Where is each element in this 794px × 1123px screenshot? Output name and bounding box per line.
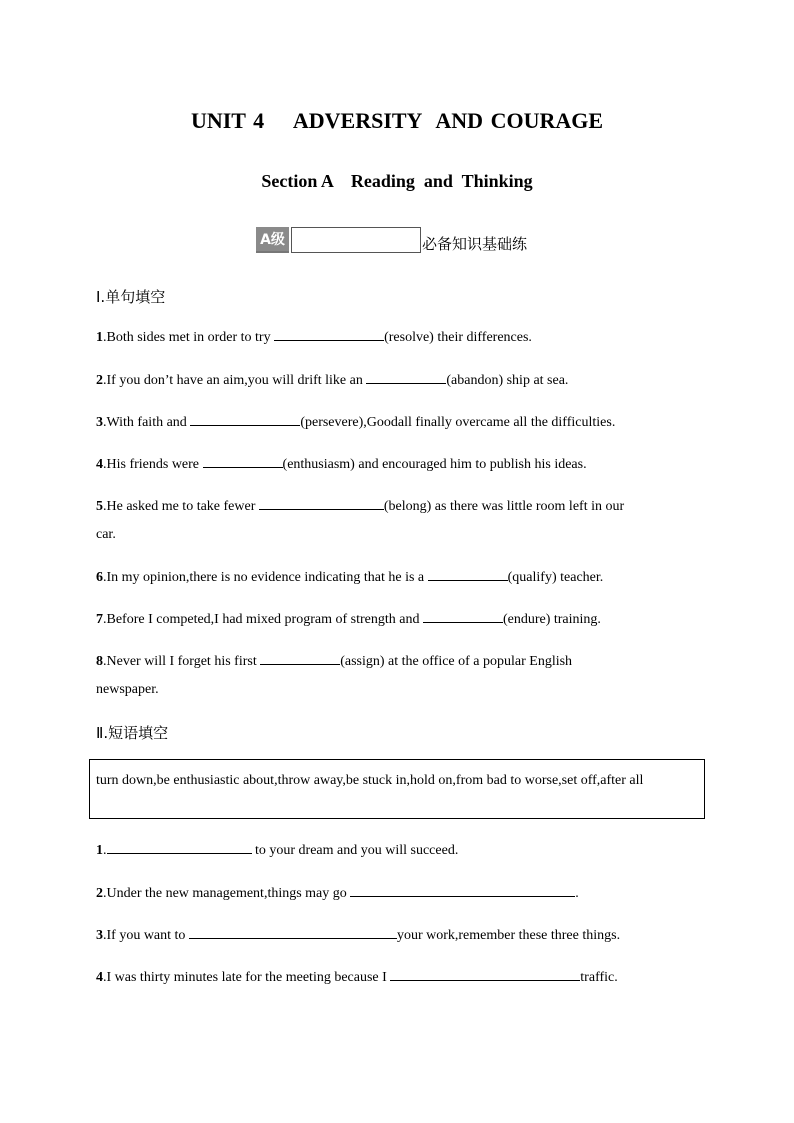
item-text: (belong) as there was little room left in our (383, 499, 625, 514)
item-text: (resolve) their differences. (384, 330, 532, 345)
item-text: .He asked me to take fewer (103, 499, 259, 514)
phrase-bank: turn down,be enthusiastic about,throw away,be stuck in,hold on,from bad to worse,set off,after all (89, 759, 705, 819)
answer-blank[interactable] (259, 495, 384, 510)
list-item (96, 647, 696, 676)
item-number: 2 (96, 886, 103, 901)
list-item (96, 563, 696, 592)
answer-blank[interactable] (423, 608, 503, 623)
item-number: 7 (96, 612, 103, 627)
answer-blank[interactable] (350, 882, 575, 897)
list-item (96, 323, 696, 352)
item-text: (endure) training. (502, 612, 601, 627)
item-text: .If you want to (103, 928, 189, 943)
list-item (96, 450, 696, 479)
list-item (96, 408, 696, 437)
answer-blank[interactable] (189, 924, 397, 939)
item-text: .If you don’t have an aim,you will drift like an (103, 373, 367, 388)
item-number: 4 (96, 457, 103, 472)
item-continuation: car. (96, 527, 116, 542)
item-text: (persevere),Goodall finally overcame all the difficulties. (300, 415, 616, 430)
item-number: 3 (96, 415, 103, 430)
answer-blank[interactable] (274, 326, 384, 341)
answer-blank[interactable] (190, 411, 300, 426)
part2-heading: Ⅱ.短语填空 (96, 724, 169, 742)
answer-blank[interactable] (107, 839, 252, 854)
list-item (96, 366, 696, 395)
level-badge: A级 (256, 227, 289, 253)
item-number: 5 (96, 499, 103, 514)
item-text: .Before I competed,I had mixed program of strength and (103, 612, 423, 627)
item-text: traffic. (580, 970, 618, 985)
item-number: 1 (96, 330, 103, 345)
list-item (96, 836, 696, 865)
item-text: (assign) at the office of a popular English (340, 654, 573, 669)
list-item (96, 879, 696, 908)
item-text: .His friends were (103, 457, 203, 472)
item-text: .Under the new management,things may go (103, 886, 351, 901)
item-text: . (103, 843, 107, 858)
unit-title: UNIT 4 ADVERSITY AND COURAGE (190, 108, 604, 133)
section-title: Section A Reading and Thinking (261, 171, 533, 191)
answer-blank[interactable] (390, 966, 580, 981)
item-number: 6 (96, 570, 103, 585)
item-number: 4 (96, 970, 103, 985)
level-row (256, 227, 527, 253)
answer-blank[interactable] (203, 453, 283, 468)
level-box (291, 227, 421, 253)
item-number: 1 (96, 843, 103, 858)
item-text: . (575, 886, 579, 901)
item-text: .Never will I forget his first (103, 654, 261, 669)
item-text: (abandon) ship at sea. (446, 373, 569, 388)
answer-blank[interactable] (366, 369, 446, 384)
item-text: (qualify) teacher. (507, 570, 604, 585)
level-text: 必备知识基础练 (422, 235, 528, 253)
item-text: .In my opinion,there is no evidence indicating that he is a (103, 570, 428, 585)
list-item (96, 605, 696, 634)
item-text: (enthusiasm) and encouraged him to publish his ideas. (282, 457, 587, 472)
item-text: your work,remember these three things. (396, 928, 621, 943)
item-number: 8 (96, 654, 103, 669)
part1-heading: Ⅰ.单句填空 (96, 288, 166, 306)
answer-blank[interactable] (260, 650, 340, 665)
item-continuation: newspaper. (96, 682, 159, 697)
item-number: 2 (96, 373, 103, 388)
list-item (96, 921, 696, 950)
item-text: .Both sides met in order to try (103, 330, 275, 345)
item-text: .With faith and (103, 415, 191, 430)
list-item (96, 492, 696, 521)
item-text: .I was thirty minutes late for the meeting because I (103, 970, 391, 985)
list-item (96, 963, 696, 992)
answer-blank[interactable] (428, 566, 508, 581)
item-number: 3 (96, 928, 103, 943)
item-text: to your dream and you will succeed. (251, 843, 459, 858)
